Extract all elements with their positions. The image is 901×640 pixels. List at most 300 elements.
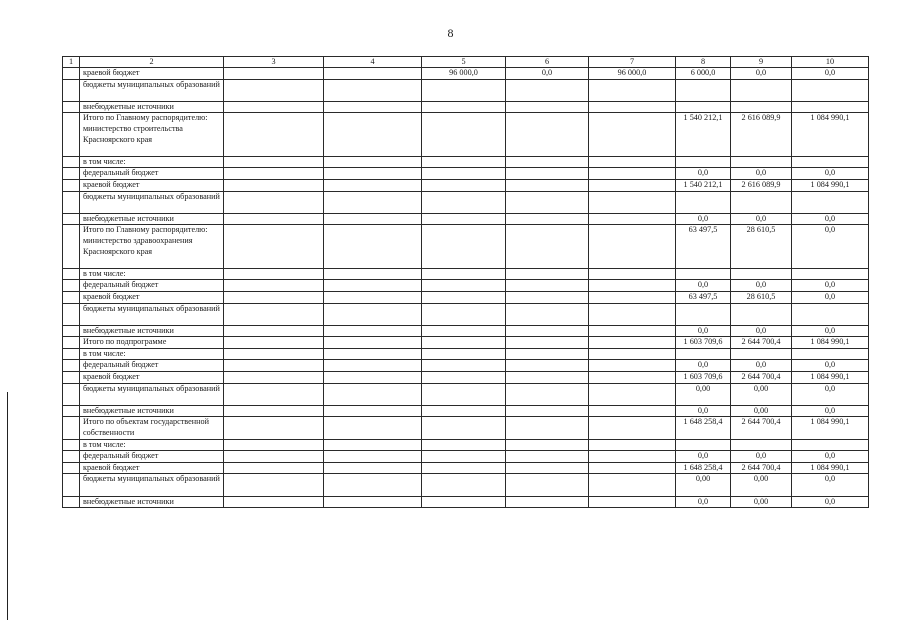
table-cell-col6 <box>506 179 589 191</box>
page-number: 8 <box>447 26 454 40</box>
table-cell-col3 <box>224 179 324 191</box>
table-cell-col1 <box>63 439 80 451</box>
table-row <box>63 68 869 80</box>
table-cell-col6 <box>506 113 589 156</box>
column-header-1: 1 <box>63 57 80 68</box>
table-cell-col9: 2 616 089,9 <box>731 179 792 191</box>
table-cell-col4 <box>324 462 422 474</box>
table-cell-col5 <box>422 372 506 384</box>
table-cell-col3 <box>224 372 324 384</box>
table-cell-col8 <box>676 439 731 451</box>
table-cell-col5 <box>422 280 506 292</box>
table-row <box>63 348 869 360</box>
table-row <box>63 383 869 405</box>
table-cell-col7 <box>589 79 676 101</box>
column-header-2: 2 <box>80 57 224 68</box>
table-cell-col6 <box>506 303 589 325</box>
table-cell-col3 <box>224 303 324 325</box>
table-cell-col10: 0,0 <box>792 68 869 80</box>
table-cell-col5 <box>422 303 506 325</box>
table-cell-col9: 0,0 <box>731 325 792 337</box>
column-header-6: 6 <box>506 57 589 68</box>
table-cell-col5 <box>422 191 506 213</box>
table-cell-col1 <box>63 191 80 213</box>
table-row <box>63 439 869 451</box>
table-cell-col3 <box>224 291 324 303</box>
table-cell-col6 <box>506 168 589 180</box>
table-cell-col8 <box>676 101 731 113</box>
table-cell-col8: 63 497,5 <box>676 225 731 268</box>
table-cell-col8: 1 540 212,1 <box>676 113 731 156</box>
table-cell-col8: 0,0 <box>676 405 731 417</box>
row-label-cell: краевой бюджет <box>80 462 224 474</box>
table-cell-col7 <box>589 439 676 451</box>
table-cell-col1 <box>63 168 80 180</box>
table-cell-col9: 0,0 <box>731 213 792 225</box>
table-cell-col8 <box>676 156 731 168</box>
table-cell-col5 <box>422 179 506 191</box>
table-cell-col4 <box>324 417 422 439</box>
table-cell-col1 <box>63 474 80 496</box>
scan-margin-line <box>7 392 8 620</box>
row-label-cell: в том числе: <box>80 348 224 360</box>
table-row <box>63 372 869 384</box>
table-cell-col7 <box>589 113 676 156</box>
table-row <box>63 360 869 372</box>
table-cell-col6 <box>506 417 589 439</box>
table-cell-col1 <box>63 268 80 280</box>
table-cell-col10: 1 084 990,1 <box>792 417 869 439</box>
table-cell-col3 <box>224 496 324 508</box>
table-cell-col10: 1 084 990,1 <box>792 337 869 349</box>
table-cell-col7 <box>589 225 676 268</box>
table-cell-col3 <box>224 325 324 337</box>
table-cell-col10: 1 084 990,1 <box>792 462 869 474</box>
table-cell-col9: 0,00 <box>731 474 792 496</box>
table-cell-col3 <box>224 113 324 156</box>
row-label-cell: краевой бюджет <box>80 291 224 303</box>
table-cell-col1 <box>63 360 80 372</box>
table-cell-col9: 2 616 089,9 <box>731 113 792 156</box>
table-cell-col5 <box>422 225 506 268</box>
table-cell-col10: 0,0 <box>792 225 869 268</box>
table-cell-col4 <box>324 383 422 405</box>
table-cell-col10: 0,0 <box>792 383 869 405</box>
table-cell-col9: 0,0 <box>731 168 792 180</box>
table-cell-col9: 0,0 <box>731 68 792 80</box>
table-cell-col6 <box>506 79 589 101</box>
table-cell-col6 <box>506 337 589 349</box>
column-header-3: 3 <box>224 57 324 68</box>
table-cell-col8: 1 603 709,6 <box>676 372 731 384</box>
table-cell-col5 <box>422 474 506 496</box>
column-header-10: 10 <box>792 57 869 68</box>
table-cell-col1 <box>63 417 80 439</box>
table-cell-col7 <box>589 268 676 280</box>
table-cell-col6 <box>506 291 589 303</box>
table-cell-col3 <box>224 360 324 372</box>
table-cell-col5 <box>422 291 506 303</box>
table-cell-col8: 0,0 <box>676 451 731 463</box>
table-cell-col5 <box>422 405 506 417</box>
table-cell-col7 <box>589 496 676 508</box>
table-cell-col4 <box>324 439 422 451</box>
table-cell-col1 <box>63 225 80 268</box>
table-cell-col1 <box>63 372 80 384</box>
table-cell-col9: 2 644 700,4 <box>731 337 792 349</box>
table-cell-col6 <box>506 496 589 508</box>
table-row <box>63 496 869 508</box>
table-cell-col3 <box>224 383 324 405</box>
table-cell-col8: 0,0 <box>676 280 731 292</box>
row-label-cell: внебюджетные источники <box>80 405 224 417</box>
table-cell-col9: 28 610,5 <box>731 225 792 268</box>
table-cell-col5 <box>422 417 506 439</box>
table-cell-col7 <box>589 462 676 474</box>
table-cell-col6 <box>506 268 589 280</box>
table-cell-col8 <box>676 348 731 360</box>
row-label-cell: краевой бюджет <box>80 68 224 80</box>
budget-table <box>62 56 869 508</box>
table-cell-col5 <box>422 325 506 337</box>
table-cell-col8: 0,0 <box>676 360 731 372</box>
table-cell-col3 <box>224 405 324 417</box>
row-label-cell: федеральный бюджет <box>80 280 224 292</box>
table-cell-col3 <box>224 191 324 213</box>
table-cell-col9 <box>731 191 792 213</box>
table-cell-col1 <box>63 101 80 113</box>
table-cell-col6 <box>506 325 589 337</box>
table-cell-col8 <box>676 268 731 280</box>
table-cell-col9: 0,0 <box>731 451 792 463</box>
table-cell-col10: 0,0 <box>792 325 869 337</box>
table-cell-col4 <box>324 360 422 372</box>
table-row <box>63 225 869 268</box>
table-cell-col4 <box>324 168 422 180</box>
table-cell-col4 <box>324 496 422 508</box>
table-cell-col9: 2 644 700,4 <box>731 462 792 474</box>
table-cell-col5 <box>422 101 506 113</box>
table-cell-col8: 1 648 258,4 <box>676 462 731 474</box>
table-cell-col1 <box>63 348 80 360</box>
table-cell-col8: 1 648 258,4 <box>676 417 731 439</box>
table-row <box>63 417 869 439</box>
table-cell-col9 <box>731 156 792 168</box>
table-cell-col10: 1 084 990,1 <box>792 372 869 384</box>
column-header-7: 7 <box>589 57 676 68</box>
table-row <box>63 101 869 113</box>
table-cell-col7 <box>589 360 676 372</box>
table-row <box>63 156 869 168</box>
row-label-cell: федеральный бюджет <box>80 360 224 372</box>
table-cell-col1 <box>63 405 80 417</box>
table-row <box>63 325 869 337</box>
table-cell-col9 <box>731 101 792 113</box>
table-cell-col1 <box>63 79 80 101</box>
table-cell-col10: 0,0 <box>792 405 869 417</box>
column-header-9: 9 <box>731 57 792 68</box>
table-cell-col1 <box>63 291 80 303</box>
table-cell-col7 <box>589 291 676 303</box>
table-cell-col3 <box>224 68 324 80</box>
table-cell-col3 <box>224 417 324 439</box>
table-row <box>63 405 869 417</box>
row-label-cell: федеральный бюджет <box>80 451 224 463</box>
table-cell-col7 <box>589 179 676 191</box>
table-row <box>63 191 869 213</box>
table-cell-col5 <box>422 156 506 168</box>
table-cell-col7 <box>589 325 676 337</box>
table-row <box>63 179 869 191</box>
table-cell-col9: 0,0 <box>731 360 792 372</box>
table-cell-col6 <box>506 451 589 463</box>
table-cell-col1 <box>63 337 80 349</box>
table-row <box>63 79 869 101</box>
table-cell-col4 <box>324 225 422 268</box>
table-cell-col5 <box>422 451 506 463</box>
table-cell-col3 <box>224 439 324 451</box>
table-cell-col4 <box>324 325 422 337</box>
table-cell-col1 <box>63 496 80 508</box>
table-cell-col10 <box>792 191 869 213</box>
table-cell-col8: 1 540 212,1 <box>676 179 731 191</box>
table-cell-col4 <box>324 405 422 417</box>
table-row <box>63 303 869 325</box>
table-cell-col4 <box>324 372 422 384</box>
table-cell-col8: 0,0 <box>676 168 731 180</box>
table-cell-col6: 0,0 <box>506 68 589 80</box>
table-cell-col3 <box>224 474 324 496</box>
table-cell-col10: 0,0 <box>792 291 869 303</box>
table-cell-col10: 1 084 990,1 <box>792 179 869 191</box>
table-cell-col1 <box>63 303 80 325</box>
table-cell-col3 <box>224 168 324 180</box>
table-cell-col6 <box>506 156 589 168</box>
table-cell-col5 <box>422 113 506 156</box>
table-cell-col10: 0,0 <box>792 496 869 508</box>
row-label-cell: бюджеты муниципальных образований <box>80 474 224 496</box>
table-cell-col10 <box>792 156 869 168</box>
table-cell-col10 <box>792 79 869 101</box>
table-cell-col6 <box>506 280 589 292</box>
row-label-cell: бюджеты муниципальных образований <box>80 191 224 213</box>
table-cell-col1 <box>63 451 80 463</box>
table-cell-col7 <box>589 168 676 180</box>
table-cell-col1 <box>63 113 80 156</box>
table-cell-col9: 0,00 <box>731 496 792 508</box>
table-row <box>63 168 869 180</box>
row-label-cell: внебюджетные источники <box>80 213 224 225</box>
table-cell-col10: 0,0 <box>792 474 869 496</box>
row-label-cell: в том числе: <box>80 268 224 280</box>
table-cell-col7 <box>589 101 676 113</box>
row-label-cell: бюджеты муниципальных образований <box>80 79 224 101</box>
table-cell-col10: 0,0 <box>792 360 869 372</box>
table-cell-col9: 2 644 700,4 <box>731 417 792 439</box>
table-cell-col4 <box>324 156 422 168</box>
table-cell-col9 <box>731 303 792 325</box>
table-cell-col5 <box>422 268 506 280</box>
table-cell-col9 <box>731 79 792 101</box>
table-cell-col6 <box>506 360 589 372</box>
table-cell-col9: 2 644 700,4 <box>731 372 792 384</box>
table-cell-col4 <box>324 191 422 213</box>
table-row <box>63 280 869 292</box>
table-row <box>63 337 869 349</box>
table-cell-col10: 0,0 <box>792 213 869 225</box>
table-cell-col4 <box>324 101 422 113</box>
table-cell-col4 <box>324 68 422 80</box>
table-cell-col5: 96 000,0 <box>422 68 506 80</box>
table-cell-col3 <box>224 337 324 349</box>
table-cell-col10 <box>792 101 869 113</box>
table-cell-col4 <box>324 268 422 280</box>
table-cell-col1 <box>63 383 80 405</box>
table-cell-col9: 0,00 <box>731 383 792 405</box>
table-cell-col5 <box>422 168 506 180</box>
table-cell-col9 <box>731 348 792 360</box>
table-cell-col7 <box>589 474 676 496</box>
table-cell-col9 <box>731 439 792 451</box>
table-cell-col3 <box>224 451 324 463</box>
table-cell-col10: 0,0 <box>792 168 869 180</box>
table-cell-col6 <box>506 101 589 113</box>
table-cell-col4 <box>324 79 422 101</box>
table-cell-col1 <box>63 280 80 292</box>
table-cell-col7 <box>589 303 676 325</box>
table-cell-col6 <box>506 383 589 405</box>
table-cell-col7 <box>589 417 676 439</box>
row-label-cell: Итого по подпрограмме <box>80 337 224 349</box>
table-cell-col5 <box>422 462 506 474</box>
table-cell-col8: 0,0 <box>676 496 731 508</box>
table-cell-col8: 0,00 <box>676 474 731 496</box>
table-cell-col9: 0,0 <box>731 280 792 292</box>
table-cell-col4 <box>324 451 422 463</box>
table-row <box>63 474 869 496</box>
table-cell-col7 <box>589 451 676 463</box>
table-cell-col8 <box>676 303 731 325</box>
table-cell-col8 <box>676 191 731 213</box>
table-cell-col3 <box>224 348 324 360</box>
table-cell-col5 <box>422 360 506 372</box>
table-cell-col7 <box>589 405 676 417</box>
table-cell-col7 <box>589 280 676 292</box>
table-cell-col6 <box>506 405 589 417</box>
table-cell-col8: 1 603 709,6 <box>676 337 731 349</box>
table-cell-col4 <box>324 337 422 349</box>
column-header-4: 4 <box>324 57 422 68</box>
table-cell-col3 <box>224 462 324 474</box>
table-cell-col10 <box>792 348 869 360</box>
table-cell-col5 <box>422 439 506 451</box>
table-cell-col1 <box>63 156 80 168</box>
table-cell-col9: 28 610,5 <box>731 291 792 303</box>
table-row <box>63 462 869 474</box>
row-label-cell: внебюджетные источники <box>80 325 224 337</box>
table-cell-col4 <box>324 348 422 360</box>
table-cell-col10: 0,0 <box>792 280 869 292</box>
table-cell-col4 <box>324 280 422 292</box>
table-cell-col8: 0,00 <box>676 383 731 405</box>
row-label-cell: бюджеты муниципальных образований <box>80 383 224 405</box>
table-cell-col6 <box>506 191 589 213</box>
row-label-cell: Итого по объектам государственной собственности <box>80 417 224 439</box>
table-cell-col10: 0,0 <box>792 451 869 463</box>
column-header-8: 8 <box>676 57 731 68</box>
table-cell-col10 <box>792 268 869 280</box>
header-row <box>63 57 869 68</box>
table-cell-col3 <box>224 213 324 225</box>
table-cell-col3 <box>224 225 324 268</box>
table-cell-col6 <box>506 474 589 496</box>
table-cell-col7: 96 000,0 <box>589 68 676 80</box>
table-cell-col4 <box>324 213 422 225</box>
row-label-cell: краевой бюджет <box>80 372 224 384</box>
table-cell-col7 <box>589 348 676 360</box>
table-cell-col5 <box>422 213 506 225</box>
table-cell-col3 <box>224 280 324 292</box>
table-cell-col7 <box>589 337 676 349</box>
row-label-cell: краевой бюджет <box>80 179 224 191</box>
table-cell-col6 <box>506 439 589 451</box>
table-cell-col6 <box>506 225 589 268</box>
table-row <box>63 291 869 303</box>
row-label-cell: бюджеты муниципальных образований <box>80 303 224 325</box>
row-label-cell: внебюджетные источники <box>80 496 224 508</box>
table-cell-col8: 63 497,5 <box>676 291 731 303</box>
table-cell-col4 <box>324 113 422 156</box>
table-cell-col6 <box>506 462 589 474</box>
row-label-cell: Итого по Главному распорядителю: министерство строительства Красноярского края <box>80 113 224 156</box>
table-cell-col8: 0,0 <box>676 325 731 337</box>
table-cell-col5 <box>422 337 506 349</box>
table-cell-col5 <box>422 79 506 101</box>
table-row <box>63 451 869 463</box>
table-cell-col4 <box>324 474 422 496</box>
table-row <box>63 268 869 280</box>
table-cell-col7 <box>589 156 676 168</box>
row-label-cell: федеральный бюджет <box>80 168 224 180</box>
table-cell-col7 <box>589 383 676 405</box>
table-cell-col6 <box>506 372 589 384</box>
table-cell-col1 <box>63 325 80 337</box>
row-label-cell: Итого по Главному распорядителю: министерство здравоохранения Красноярского края <box>80 225 224 268</box>
row-label-cell: в том числе: <box>80 156 224 168</box>
table-cell-col1 <box>63 213 80 225</box>
table-cell-col3 <box>224 79 324 101</box>
table-row <box>63 113 869 156</box>
table-cell-col3 <box>224 101 324 113</box>
table-cell-col10: 1 084 990,1 <box>792 113 869 156</box>
table-cell-col5 <box>422 383 506 405</box>
table-cell-col6 <box>506 213 589 225</box>
table-cell-col3 <box>224 268 324 280</box>
table-cell-col10 <box>792 439 869 451</box>
table-cell-col8 <box>676 79 731 101</box>
table-cell-col4 <box>324 303 422 325</box>
table-cell-col1 <box>63 462 80 474</box>
row-label-cell: внебюджетные источники <box>80 101 224 113</box>
table-cell-col5 <box>422 348 506 360</box>
table-cell-col6 <box>506 348 589 360</box>
table-cell-col4 <box>324 179 422 191</box>
table-cell-col1 <box>63 68 80 80</box>
table-cell-col10 <box>792 303 869 325</box>
column-header-5: 5 <box>422 57 506 68</box>
table-cell-col3 <box>224 156 324 168</box>
table-cell-col7 <box>589 191 676 213</box>
